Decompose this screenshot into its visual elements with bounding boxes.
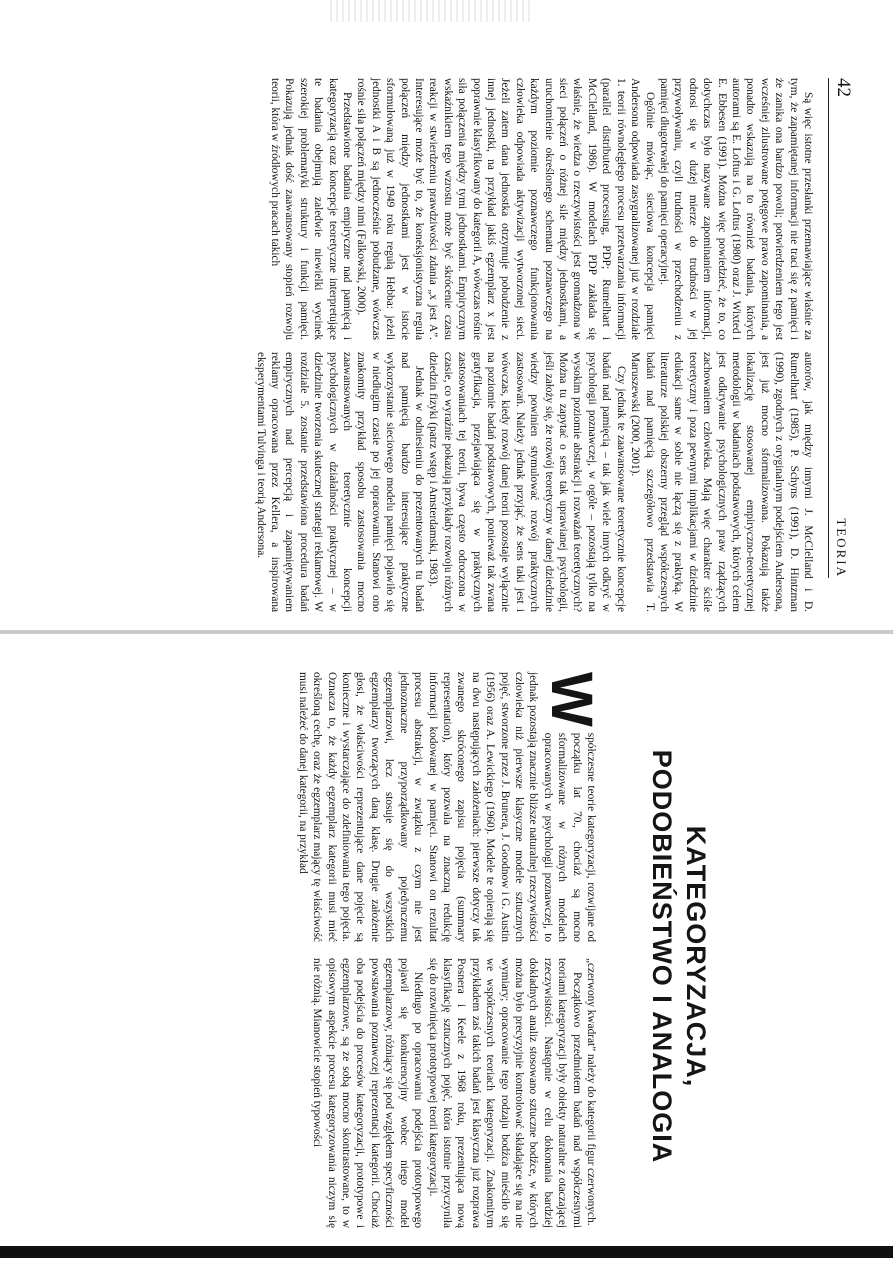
paragraph <box>295 672 604 942</box>
paragraph: Czy jednak te zaawansowane teoretycznie koncepcje badań nad pamięcią – tak jak wiele innych odkryć w psychologii poznawczej, w ogóle – pozostają tylko na wysokim poziomie abstrakcji i rozważań teoretycznych? Można tu zapytać o sens tak uprawianej psychologii, jeśli założy się, że rozwój teoretyczny w danej dziedzinie wiedzy powinien stymulować rozwój praktycznych zastosowań. Należy jednak przyjąć, że sens taki jest i wówczas, kiedy rozwój danej teorii pozostaje wyłącznie na poziomie badań podstawowych, ponieważ tak zwana gratyfikacja, przejawiająca się w praktycznych zastosowaniach tej teorii, bywa często odroczona w czasie, co wyraźnie pokazują przykłady rozwoju różnych dziedzin fizyki (patrz wstęp i Amsterdamski, 1983). <box>427 352 627 612</box>
drop-cap: W <box>539 672 604 727</box>
chapter-title-line-2: PODOBIEŃSTWO I ANALOGIA <box>647 749 677 1164</box>
chapter-title-line-1: KATEGORYZACJA, <box>681 825 711 1088</box>
paragraph: Są więc istotne przesłanki przemawiające właśnie za tym, że zapamiętanej informacji nie traci się z pamięci i że zanika ona bardzo powoli; potwierdzeniem tego jest wcześniej zilustrowane potęgowe prawo zapominania, a ponadto wskazują na to również badania, których autorami są E. Loftus i G. Loftus (1980) oraz J. Wixted i E. Ebbesen (1991). Można więc powiedzieć, że to, co dotychczas było nazywane zapominaniem informacji, odnosi się w dużej mierze do trudności w jej przywoływaniu, czyli trudności w przechodzeniu z pamięci długotrwałej do pamięci operacyjnej. <box>657 78 814 340</box>
left-page <box>0 0 893 630</box>
paragraph-text: spółczesne teorie kategoryzacji, rozwijane od początku lat 70., chociaż są mocno sformalizowane w różnych modelach opracowanych w psychologii poznawczej, to jednak pozostają znacznie bliższe naturalnej rzeczywistości człowieka niż pierwsze klasyczne modele sztucznych pojęć, stworzone przez J. Brunera, J. Goodnow i G. Austin (1956) oraz A. Lewickiego (1960). Modele te opierają się na dwu następujących założeniach: pierwsze dotyczy tak zwanego skróconego zapisu pojęcia (summary representation), który pozwala na znaczną redukcję informacji kodowanej w pamięci. Stanowi on rezultat procesu abstrakcji, w związku z czym nie jest jednoznaczne przyporządkowany pojedynczemu egzemplarzowi, lecz stosuje się do wszystkich egzemplarzy tworzących daną klasę. Drugie założenie głosi, że właściwości reprezentujące dane pojęcie są konieczne i wystarczające do zdefiniowania tego pojęcia. Oznacza to, że każdy egzemplarz kategorii musi mieć określoną cechę, oraz że egzemplarz mający tę właściwość musi należeć do danej kategorii, na przykład <box>296 672 597 942</box>
scan-edge-bar <box>0 1246 893 1258</box>
right-page-column-2 <box>310 958 598 1228</box>
paragraph: Niedługo po opracowaniu podejścia prototypowego pojawił się konkurencyjny wobec niego model egzemplarzowy, różniący się pod względem specyficzności powstawania poznawczej reprezentacji kategorii. Chociaż oba podejścia do procesów kategoryzacji, prototypowe i egzemplarzowe, są ze sobą mocno skontrastowane, to w opisowym aspekcie procesu kategoryzowania niczym się nie różnią. Mianowicie stopień typowości <box>311 958 425 1228</box>
page-number: 42 <box>833 78 854 97</box>
paragraph: Ogólnie mówiąc, sieciowa koncepcja pamięci Andersona odpowiada zasygnalizowanej już w rozdziale 1. teorii równoległego procesu przetwarzania informacji (parallel distributed processing, PDP; Rumelhart i McClelland, 1986). W modelach PDP zakłada się właśnie, że wiedza o rzeczywistości jest gromadzona w sieci połączeń o różnej sile między jednostkami, a uruchomienie określonego schematu poznawczego na każdym poziomie poznawczego funkcjonowania człowieka odpowiada aktywizacji wytworzonej sieci. Jeżeli zatem dana jednostka otrzymuje pobudzenie z innej jednostki, na przykład jakiś egzemplarz x jest poprawnie klasyfikowany do kategorii A, wówczas rośnie siła połączenia między tymi jednostkami. Empirycznym wskaźnikiem tego wzrostu może być skrócenie czasu reakcji w stwierdzeniu prawdziwości zdania „x jest A”. Interesujące może być to, że koneksjonistyczna reguła połączeń między jednostkami jest w istocie sformułowaną już w 1949 roku regułą Hebba: jeżeli jednostki A i B są jednocześnie pobudzane, wówczas rośnie siła połączeń między nimi (Falkowski, 2000). <box>355 78 656 340</box>
left-page-column-2 <box>253 352 815 612</box>
paragraph: Przedstawione badania empiryczne nad pamięcią i kategoryzacją oraz koncepcje teoretyczne interpretujące te badania obejmują zaledwie niewielki wycinek szerokiej problematyki struktury i funkcji pamięci. Pokazują jednak dość zaawansowany stopień rozwoju teorii, która w źródłowych pracach takich <box>268 78 353 340</box>
paragraph: „czerwony kwadrat” należy do kategorii figur czerwonych. <box>585 958 597 1226</box>
paragraph: Jednak w odniesieniu do prezentowanych tu badań nad pamięcią bardzo interesujące praktyczne wykorzystanie sieciowego modelu pamięci pojawiło się w niedługim czasie po jej opracowaniu. Stanowi ono znakomity przykład sposobu zastosowania mocno zaawansowanych teoretycznie koncepcji psychologicznych w działalności praktycznej – w dziedzinie tworzenia skutecznej strategii reklamowej. W rozdziale 5. zostanie przedstawiona procedura badań empirycznych nad percepcją i zapamiętywaniem reklamy opracowana przez Kellera, a inspirowana eksperymentami Tulvinga i teorią Andersona. <box>254 352 426 612</box>
right-page <box>0 650 893 1263</box>
paragraph: autorów, jak między innymi J. McClelland i D. Rumelhart (1985), P. Schyns (1991), D. Hintzman (1990), zgodnych z oryginalnym podejściem Andersona, jest już mocno sformalizowana. Pokazują także lokalizację stosowanej empiryczno-teoretycznej metodologii w badaniach podstawowych, których celem jest odkrywanie psychologicznych praw rządzących zachowaniem człowieka. Mają więc charakter ściśle teoretyczny i poza pewnymi implikacjami w dziedzinie edukacji same w sobie nie łączą się z praktyką. W literaturze polskiej obszerny przegląd współczesnych badań nad pamięcią szczegółowo przedstawia T. Maruszewski (2000, 2001). <box>629 352 814 612</box>
page-gutter <box>0 630 893 634</box>
section-name: TEORIA <box>834 518 849 578</box>
right-page-column-1 <box>295 672 604 942</box>
running-head <box>828 78 857 578</box>
left-page-column-1 <box>268 78 815 340</box>
paragraph: Początkowo przedmiotem badań nad współczesnymi teoriami kategoryzacji były obiekty naturalne z otaczającej rzeczywistości. Następnie w celu dokonania bardziej dokładnych analiz stosowano sztuczne bodźce, w których można było precyzyjnie kontrolować składające się na nie wymiary; opracowanie tego rodzaju bodźca mieściło się we współczesnych teoriach kategoryzacji. Znakomitym przykładem zaś takich badań jest klasyczna już rozprawa Posnera i Keele z 1968 roku, prezentująca nową klasyfikację sztucznych pojęć, która istotnie przyczyniła się do rozwinięcia prototypowej teorii kategoryzacji. <box>426 958 583 1228</box>
chapter-title <box>645 670 713 1243</box>
